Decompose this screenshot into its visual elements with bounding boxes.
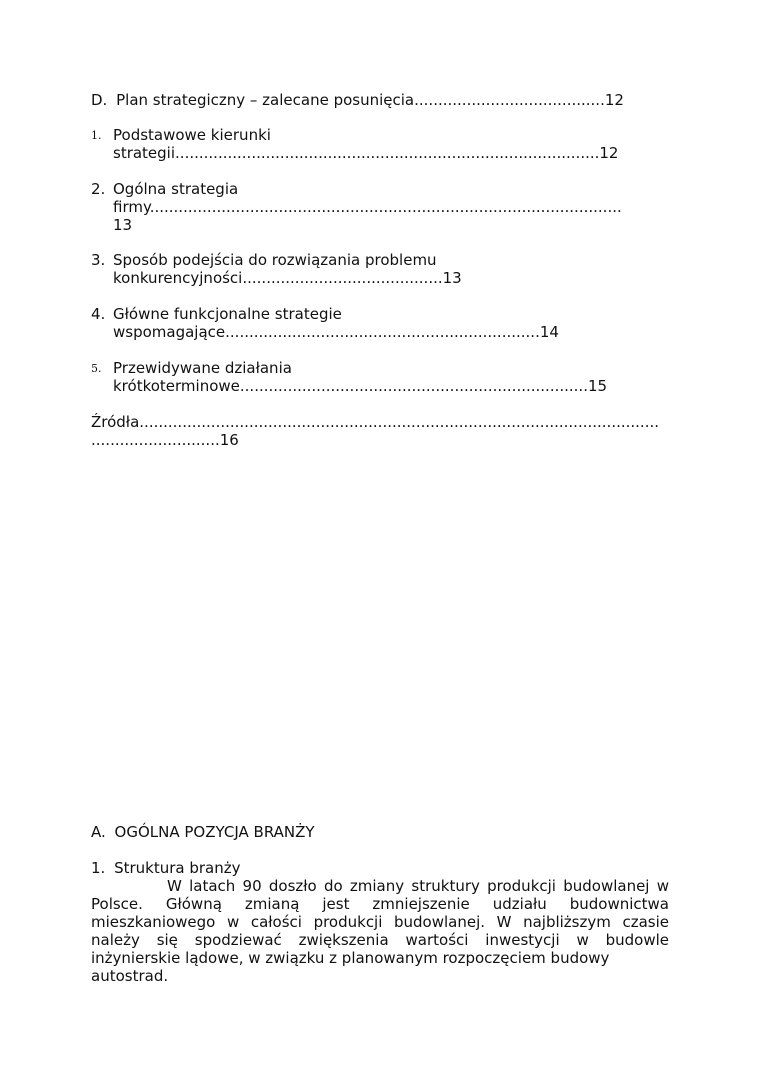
section-a-title: OGÓLNA POZYCJA BRANŻY bbox=[114, 823, 315, 841]
paragraph-text: W latach 90 doszło do zmiany struktury produkcji budowlanej w Polsce. Główną zmianą jest zmniejszenie udziału budownictwa mieszkaniowego w całości produkcji budowlanej. W najbliższym czasie należy się spodziewać zwiększenia wartości inwestycji w budowle inżynierskie lądowe, w związku z planowanym rozpoczęciem budowy bbox=[91, 877, 669, 967]
toc-section-d-letter: D. bbox=[91, 91, 108, 109]
toc-item-2-leader: ................................................................................................... bbox=[149, 198, 622, 216]
toc-section-d-leader: ........................................ bbox=[414, 91, 605, 109]
toc-item-5-page: 15 bbox=[587, 377, 608, 395]
subsection-1-heading bbox=[91, 859, 241, 877]
section-a-heading bbox=[91, 823, 315, 841]
toc-item-5-title-cont: krótkoterminowe bbox=[113, 377, 240, 395]
toc-item-2-title: Ogólna strategia bbox=[113, 180, 239, 198]
toc-item-5-number: 5. bbox=[91, 362, 102, 375]
toc-item-4-page: 14 bbox=[539, 323, 559, 341]
toc-item-2-number: 2. bbox=[91, 180, 106, 198]
toc-item-1-number: 1. bbox=[91, 129, 102, 142]
toc-sources-leader-cont: ........................... bbox=[91, 431, 220, 449]
toc-item-4-title-cont: wspomagające bbox=[113, 323, 226, 341]
toc-item-4-leader: .................................................................. bbox=[225, 323, 540, 341]
toc-item-1-entry bbox=[113, 144, 618, 162]
body-paragraph bbox=[91, 877, 669, 985]
toc-item-3-number: 3. bbox=[91, 251, 106, 269]
toc-item-3-leader: .......................................... bbox=[242, 269, 443, 287]
toc-item-3-page: 13 bbox=[442, 269, 462, 287]
toc-item-5-title: Przewidywane działania bbox=[113, 359, 292, 377]
subsection-1-number: 1. bbox=[91, 859, 106, 877]
toc-item-4-number: 4. bbox=[91, 305, 106, 323]
toc-item-5-leader: ......................................................................... bbox=[239, 377, 588, 395]
toc-item-1-title-cont: strategii bbox=[113, 144, 176, 162]
toc-sources-cont bbox=[91, 431, 239, 449]
toc-item-1-leader: ......................................................................................... bbox=[175, 144, 600, 162]
toc-item-5-entry bbox=[113, 377, 607, 395]
toc-sources-title: Źródła bbox=[91, 413, 140, 431]
toc-section-d bbox=[91, 91, 624, 109]
toc-item-1-title: Podstawowe kierunki bbox=[113, 126, 271, 144]
toc-item-3-entry bbox=[113, 269, 462, 287]
toc-item-2-page: 13 bbox=[113, 216, 133, 234]
toc-item-4-entry bbox=[113, 323, 559, 341]
toc-item-3-title-cont: konkurencyjności bbox=[113, 269, 243, 287]
toc-sources-page: 16 bbox=[219, 431, 239, 449]
subsection-1-title: Struktura branży bbox=[114, 859, 241, 877]
toc-sources-leader: ............................................................................................................. bbox=[139, 413, 660, 431]
toc-section-d-page: 12 bbox=[604, 91, 624, 109]
toc-item-2-entry bbox=[113, 198, 622, 216]
toc-item-1-page: 12 bbox=[599, 144, 619, 162]
toc-section-d-title: Plan strategiczny – zalecane posunięcia bbox=[116, 91, 415, 109]
paragraph-last-line: autostrad. bbox=[91, 967, 169, 985]
toc-sources bbox=[91, 413, 659, 431]
section-a-letter: A. bbox=[91, 823, 106, 841]
toc-item-2-title-cont: firmy bbox=[113, 198, 150, 216]
toc-item-4-title: Główne funkcjonalne strategie bbox=[113, 305, 342, 323]
toc-item-3-title: Sposób podejścia do rozwiązania problemu bbox=[113, 251, 437, 269]
